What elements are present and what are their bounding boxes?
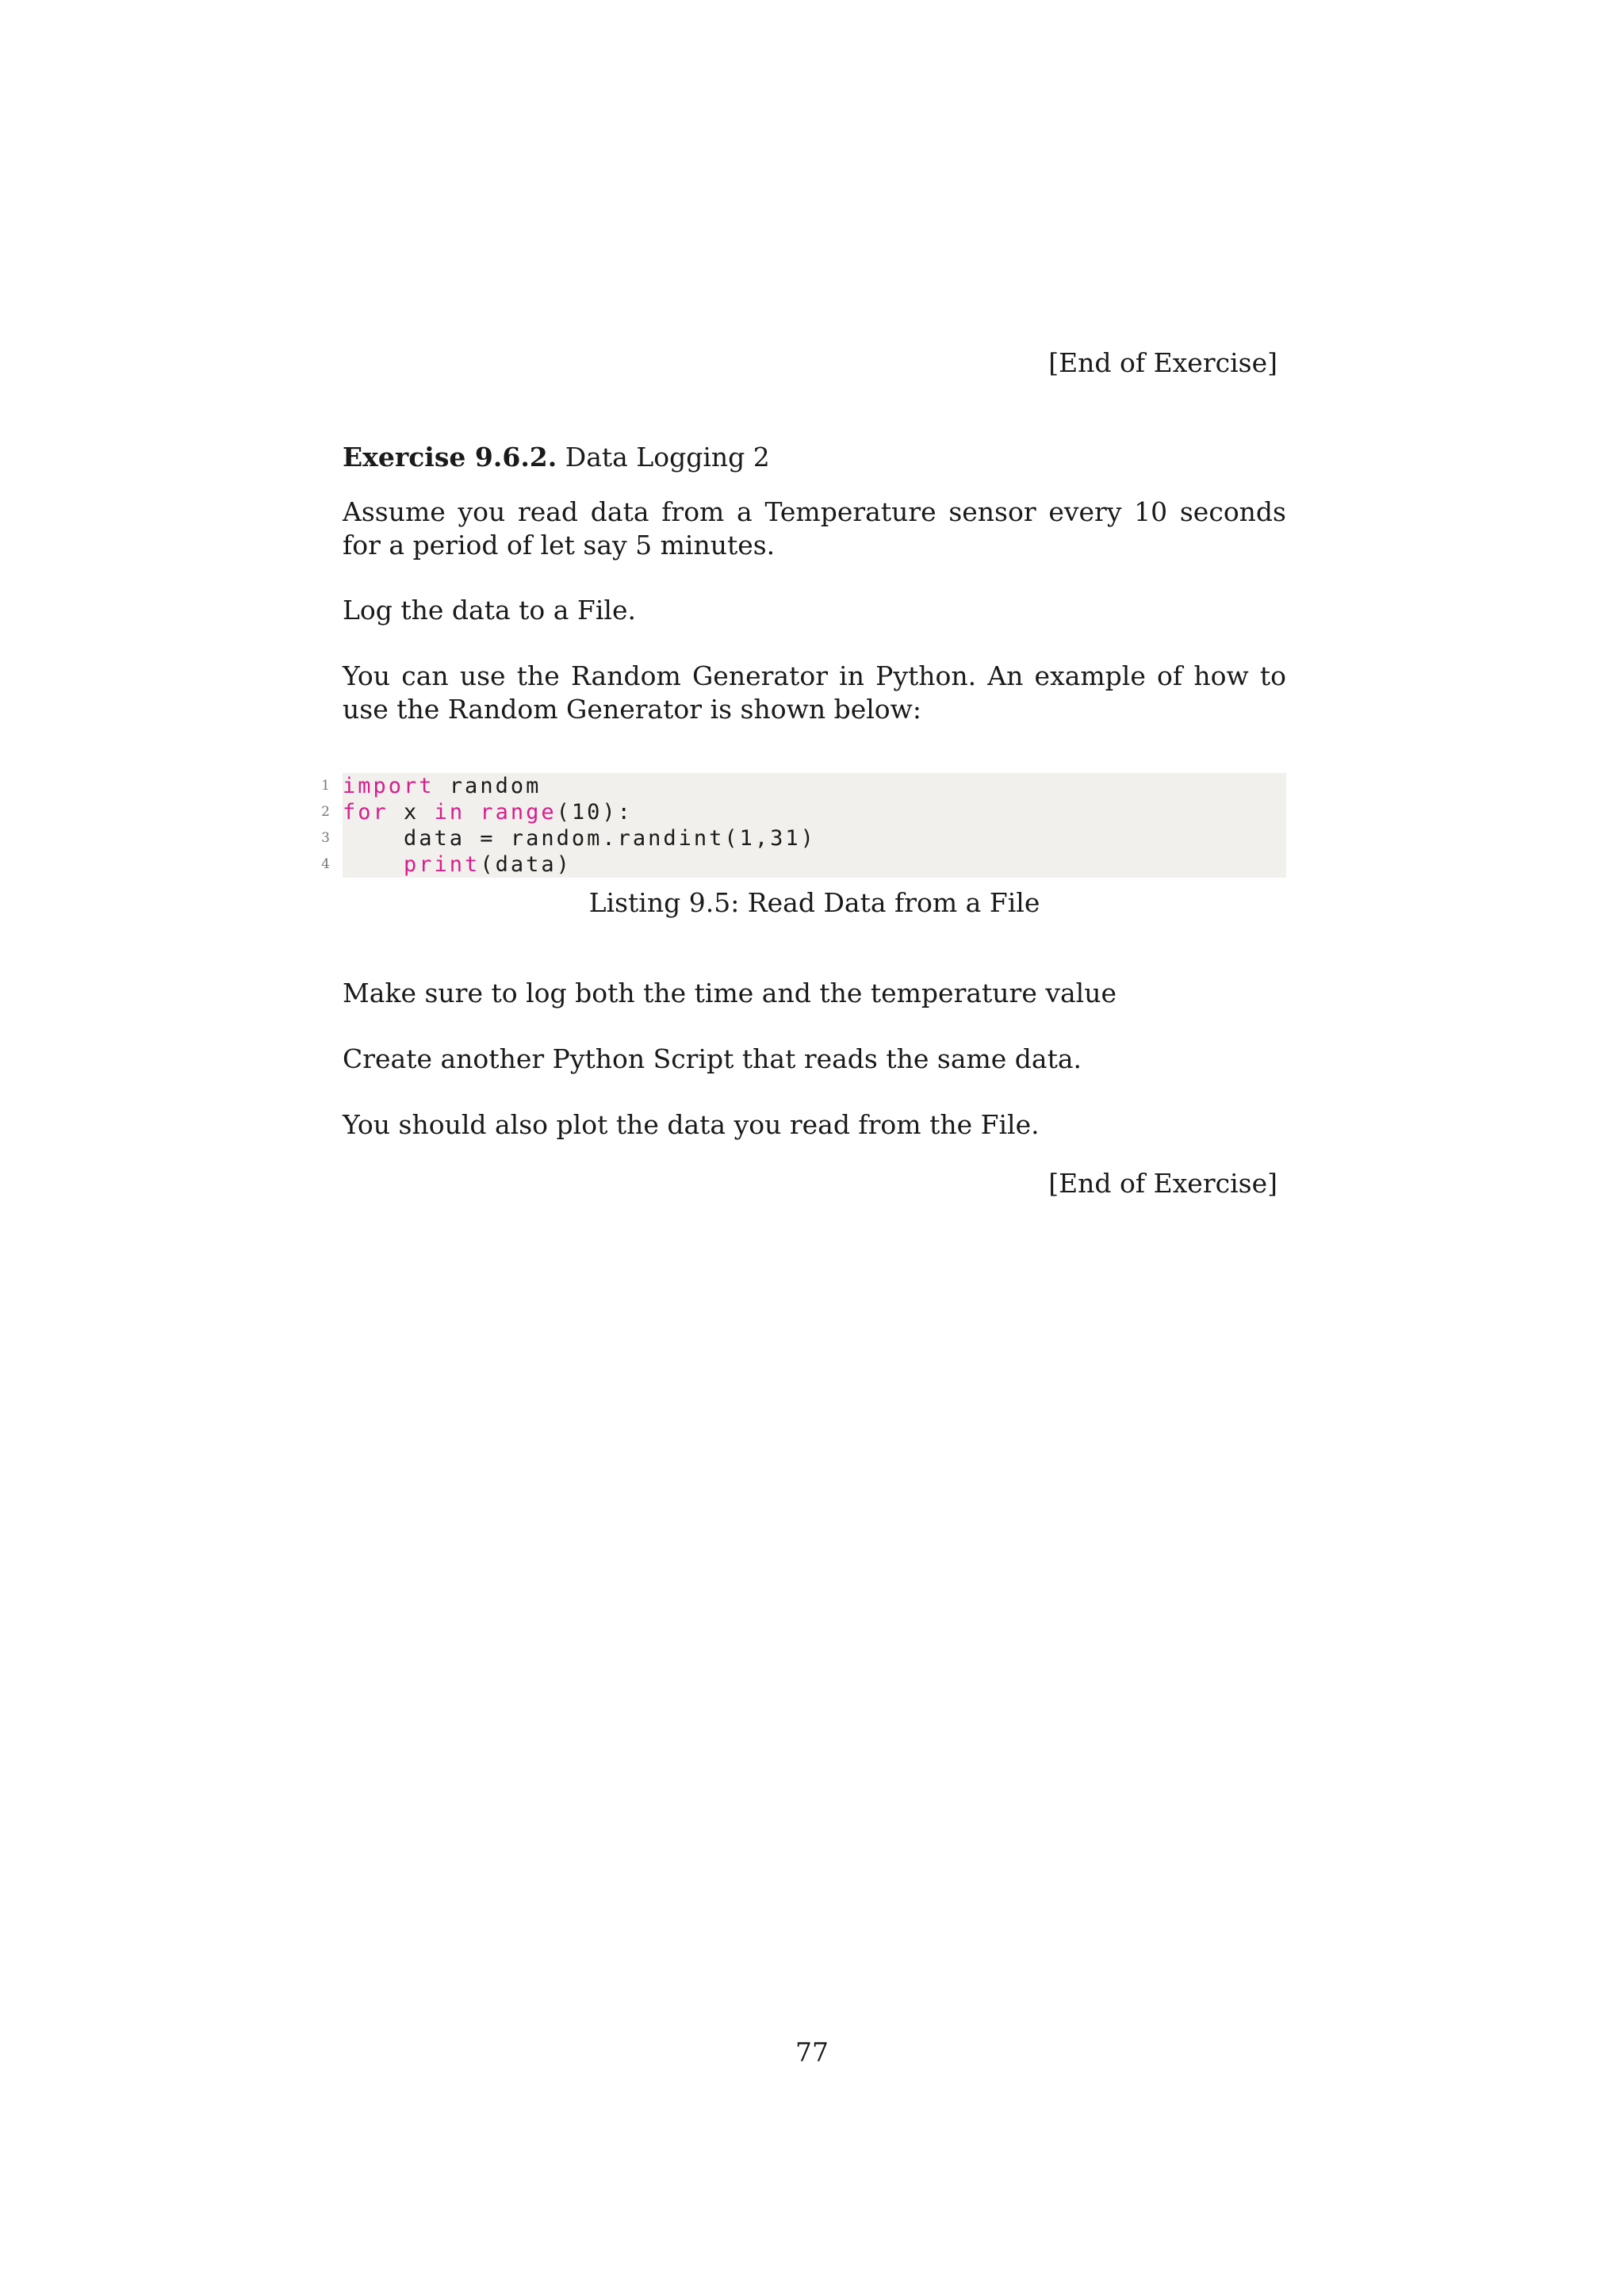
paragraph-sensor: Assume you read data from a Temperature sensor every 10 seconds for a period of let say 5 minutes. [343, 496, 1286, 561]
listing-caption: Listing 9.5: Read Data from a File [588, 887, 1040, 918]
exercise-number: Exercise 9.6.2. [343, 442, 557, 473]
code-text: data = random.randint(1,31) [343, 826, 816, 851]
code-line-1 [343, 773, 541, 799]
code-line-3 [343, 825, 816, 851]
code-text: x [388, 800, 435, 825]
code-listing [343, 773, 1286, 878]
end-of-exercise-marker-top: [End of Exercise] [1048, 347, 1277, 378]
exercise-heading [343, 441, 1286, 474]
page-number: 77 [795, 2037, 829, 2068]
code-text [465, 800, 480, 825]
code-text [343, 852, 404, 877]
code-line-4 [343, 851, 572, 878]
paragraph-read-script: Create another Python Script that reads the same data. [343, 1043, 1082, 1074]
code-text: (data) [480, 852, 572, 877]
code-text: (10): [556, 800, 633, 825]
code-keyword: in [434, 800, 465, 825]
code-keyword: import [343, 774, 435, 798]
end-of-exercise-marker-bottom: [End of Exercise] [1048, 1168, 1277, 1199]
paragraph-log-time: Make sure to log both the time and the temperature value [343, 978, 1116, 1008]
code-text: random [434, 774, 542, 798]
code-line-number: 4 [321, 856, 330, 872]
paragraph-plot: You should also plot the data you read from the File. [343, 1109, 1040, 1140]
paragraph-log: Log the data to a File. [343, 595, 636, 626]
code-line-number: 2 [321, 804, 330, 820]
code-line-number: 3 [321, 830, 330, 846]
code-line-2 [343, 799, 633, 825]
code-keyword: range [480, 800, 557, 825]
paragraph-random-generator: You can use the Random Generator in Python. An example of how to use the Random Generator is shown below: [343, 660, 1286, 725]
exercise-title: Data Logging 2 [565, 442, 770, 473]
code-line-number: 1 [321, 778, 330, 794]
code-keyword: for [343, 800, 389, 825]
code-keyword: print [404, 852, 481, 877]
